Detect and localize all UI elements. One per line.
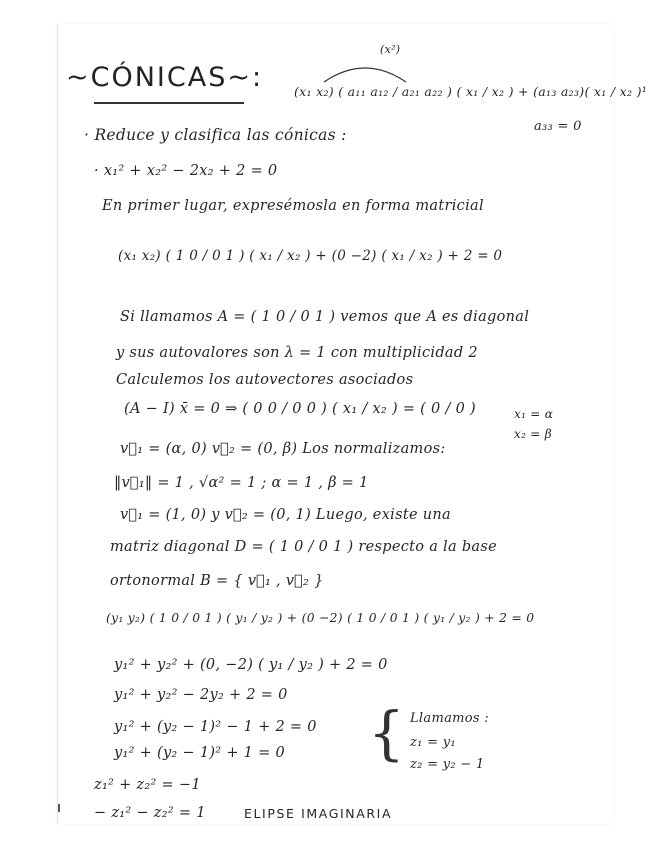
matrix-form: (x₁ x₂) ( 1 0 / 0 1 ) ( x₁ / x₂ ) + (0 −2) ( x₁ / x₂ ) + 2 = 0 [118,248,503,264]
classification-result: ELIPSE IMAGINARIA [244,806,393,821]
formula-top-note: (x²) [380,43,401,56]
text-line: matriz diagonal D = ( 1 0 / 0 1 ) respecto a la base [110,539,497,555]
task-heading: · Reduce y clasifica las cónicas : [84,126,347,144]
text-line: Calculemos los autovectores asociados [116,372,414,388]
side-note-x2: x₂ = β [514,427,552,441]
equation-step: y₁² + y₂² + (0, −2) ( y₁ / y₂ ) + 2 = 0 [114,657,388,673]
equation-final: − z₁² − z₂² = 1 [94,805,206,821]
eigen-equation: (A − I) x̄ = 0 ⇒ ( 0 0 / 0 0 ) ( x₁ / x₂ ) = ( 0 / 0 ) [124,401,476,417]
eigenvectors: v⃗₁ = (α, 0) v⃗₂ = (0, β) Los normalizamos: [120,441,446,457]
title-underline [94,102,244,104]
equation-main: · x₁² + x₂² − 2x₂ + 2 = 0 [94,163,278,179]
page-title: ~CÓNICAS~: [66,62,264,93]
text-line: y sus autovalores son λ = 1 con multiplicidad 2 [116,345,478,361]
text-line: Si llamamos A = ( 1 0 / 0 1 ) vemos que A es diagonal [120,309,530,325]
side-note-x1: x₁ = α [514,407,554,421]
equation-step: y₁² + y₂² − 2y₂ + 2 = 0 [114,687,288,703]
equation-step: y₁² + (y₂ − 1)² − 1 + 2 = 0 [114,719,317,735]
text-line: En primer lugar, expresémosla en forma matricial [102,198,484,214]
notebook-page [57,24,648,824]
side-note-z1: z₁ = y₁ [410,735,456,750]
equation-step: z₁² + z₂² = −1 [94,777,201,793]
changed-basis-equation: (y₁ y₂) ( 1 0 / 0 1 ) ( y₁ / y₂ ) + (0 −2) ( 1 0 / 0 1 ) ( y₁ / y₂ ) + 2 = 0 [106,611,535,625]
formula-arc [320,58,410,84]
text-line: ortonormal B = { v⃗₁ , v⃗₂ } [110,573,324,589]
brace: { [368,699,405,767]
normalization: ‖v⃗₁‖ = 1 , √α² = 1 ; α = 1 , β = 1 [114,475,369,491]
side-note-llamamos: Llamamos : [410,711,489,726]
header-formula: (x₁ x₂) ( a₁₁ a₁₂ / a₂₁ a₂₂ ) ( x₁ / x₂ ) + (a₁₃ a₂₃)( x₁ / x₂ )¹ [294,84,648,99]
page-margin-mark [58,804,60,812]
equation-step: y₁² + (y₂ − 1)² + 1 = 0 [114,745,285,761]
side-note-z2: z₂ = y₂ − 1 [410,757,485,772]
a33-note: a₃₃ = 0 [534,119,582,134]
normalized-vectors: v⃗₁ = (1, 0) y v⃗₂ = (0, 1) Luego, existe una [120,507,451,523]
